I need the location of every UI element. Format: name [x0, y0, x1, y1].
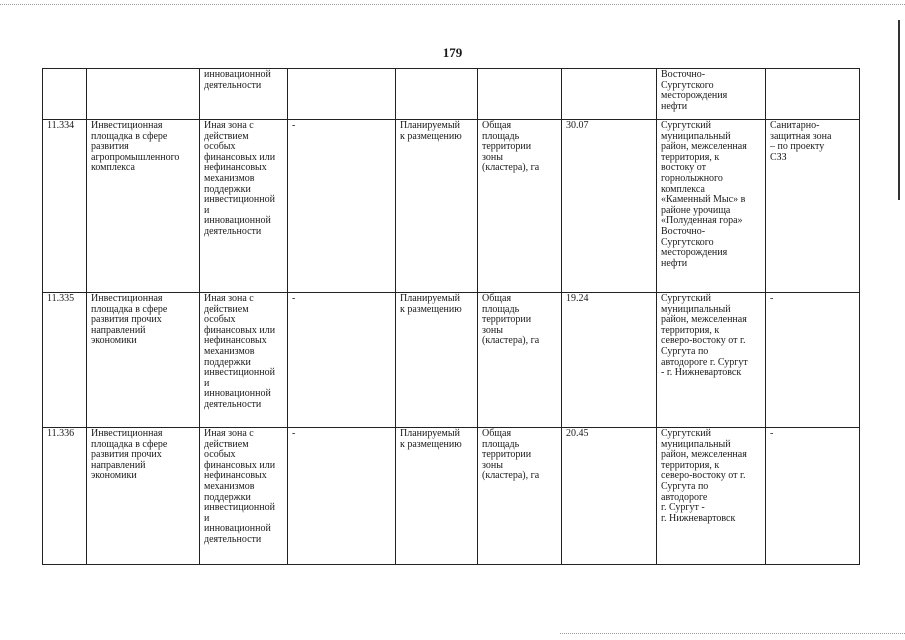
- scan-edge-bottom: [560, 633, 905, 634]
- extra-column: -: [288, 428, 396, 565]
- restriction-zone: -: [766, 428, 860, 565]
- row-number: [43, 69, 87, 120]
- extra-column: -: [288, 120, 396, 293]
- location: Восточно- Сургутского месторождения нефти: [657, 69, 766, 120]
- zone-type: инновационной деятельности: [200, 69, 288, 120]
- page-number: 179: [442, 45, 463, 60]
- zone-type: Иная зона с действием особых финансовых или нефинансовых механизмов поддержки инвестиционной и инновационной деятельности: [200, 428, 288, 565]
- zones-table: [42, 68, 860, 565]
- extra-column: -: [288, 293, 396, 428]
- object-name: Инвестиционная площадка в сфере развития агропромышленного комплекса: [87, 120, 200, 293]
- object-name: [87, 69, 200, 120]
- location: Сургутский муниципальный район, межселенная территория, к востоку от горнолыжного комплекса «Каменный Мыс» в районе урочища «Полуденная гора» Восточно- Сургутского месторождения нефти: [657, 120, 766, 293]
- table-row: [43, 69, 860, 120]
- extra-column: [288, 69, 396, 120]
- parameter-value: [562, 69, 657, 120]
- parameter-value: 19.24: [562, 293, 657, 428]
- status: [396, 69, 478, 120]
- parameter-name: Общая площадь территории зоны (кластера), га: [478, 120, 562, 293]
- zone-type: Иная зона с действием особых финансовых или нефинансовых механизмов поддержки инвестиционной и инновационной деятельности: [200, 293, 288, 428]
- parameter-name: [478, 69, 562, 120]
- row-number: 11.336: [43, 428, 87, 565]
- restriction-zone: Санитарно- защитная зона – по проекту СЗЗ: [766, 120, 860, 293]
- table-row: [43, 120, 860, 293]
- parameter-value: 30.07: [562, 120, 657, 293]
- scan-edge-top: [0, 4, 905, 5]
- location: Сургутский муниципальный район, межселенная территория, к северо-востоку от г. Сургута по автодороге г. Сургут - г. Нижневартовск: [657, 428, 766, 565]
- status: Планируемый к размещению: [396, 428, 478, 565]
- table-row: [43, 293, 860, 428]
- row-number: 11.335: [43, 293, 87, 428]
- parameter-value: 20.45: [562, 428, 657, 565]
- restriction-zone: [766, 69, 860, 120]
- parameter-name: Общая площадь территории зоны (кластера), га: [478, 293, 562, 428]
- zone-type: Иная зона с действием особых финансовых или нефинансовых механизмов поддержки инвестиционной и инновационной деятельности: [200, 120, 288, 293]
- row-number: 11.334: [43, 120, 87, 293]
- restriction-zone: -: [766, 293, 860, 428]
- parameter-name: Общая площадь территории зоны (кластера), га: [478, 428, 562, 565]
- object-name: Инвестиционная площадка в сфере развития прочих направлений экономики: [87, 293, 200, 428]
- status: Планируемый к размещению: [396, 120, 478, 293]
- table-row: [43, 428, 860, 565]
- object-name: Инвестиционная площадка в сфере развития прочих направлений экономики: [87, 428, 200, 565]
- status: Планируемый к размещению: [396, 293, 478, 428]
- location: Сургутский муниципальный район, межселенная территория, к северо-востоку от г. Сургута по автодороге г. Сургут - г. Нижневартовск: [657, 293, 766, 428]
